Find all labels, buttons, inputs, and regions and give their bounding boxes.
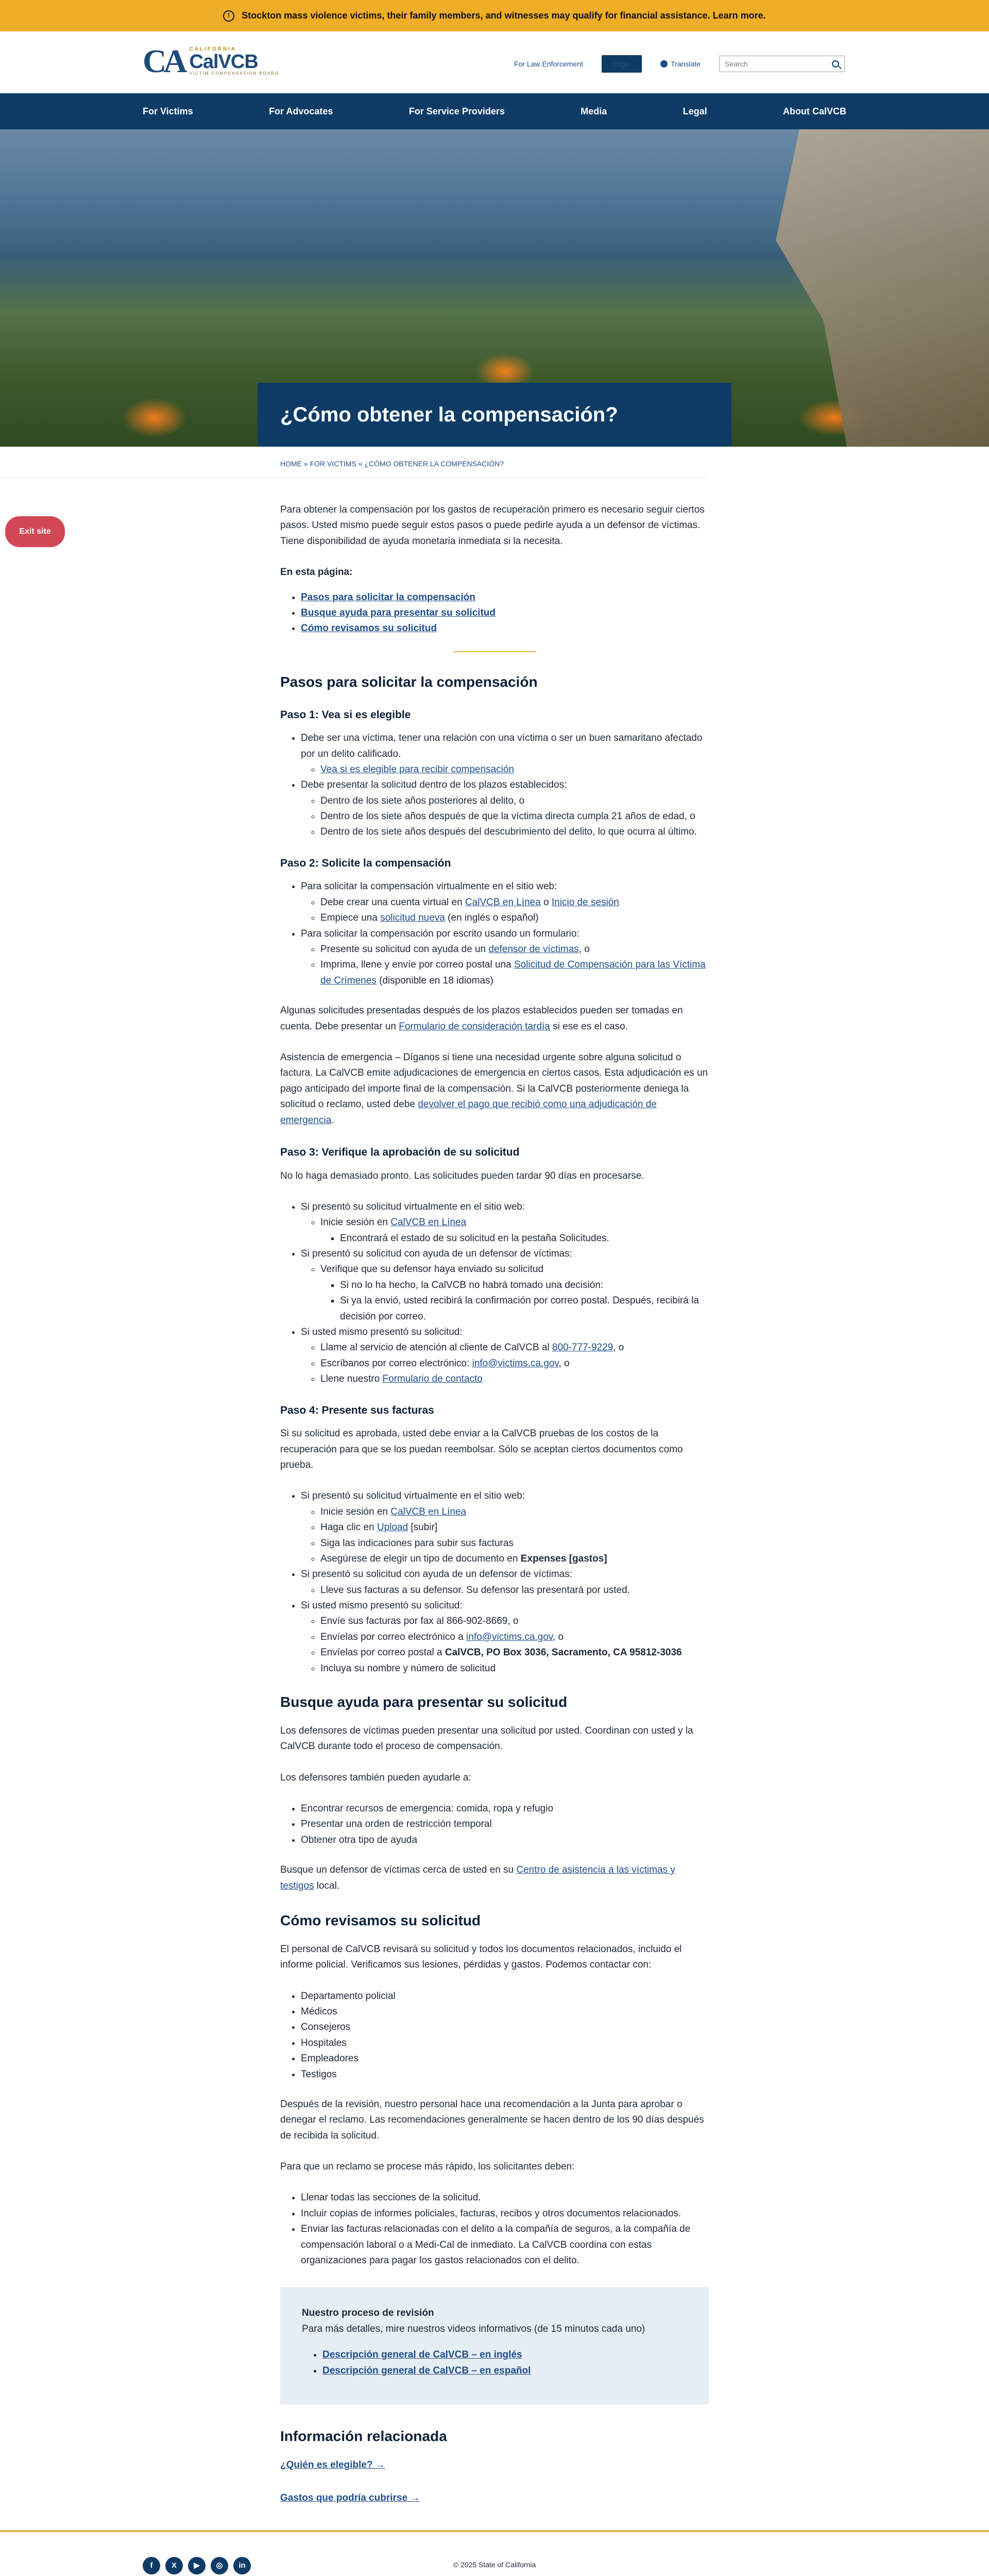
list-item: ◦ Dentro de los siete años posteriores al delito, o bbox=[320, 793, 709, 809]
list-item: ▪ Encontrará el estado de su solicitud en la pestaña Solicitudes. bbox=[340, 1231, 709, 1246]
nav-for-advocates[interactable]: For Advocates bbox=[269, 106, 333, 116]
victim-witness-center-link[interactable]: Centro de asistencia a las víctimas y testigos bbox=[280, 1865, 675, 1891]
search-icon[interactable] bbox=[832, 60, 839, 67]
list-item bbox=[301, 621, 709, 636]
section-heading-help: Busque ayuda para presentar su solicitud bbox=[280, 1694, 568, 1710]
list-item bbox=[322, 2363, 687, 2379]
contact-form-link[interactable]: Formulario de contacto bbox=[382, 1374, 483, 1385]
list-item: ◦ Llame al servicio de atención al cliente de CalVCB al 800-777-9229, o bbox=[320, 1340, 709, 1355]
list-item: • Testigos bbox=[301, 2067, 709, 2082]
list-item: • Encontrar recursos de emergencia: comida, ropa y refugio bbox=[301, 1801, 709, 1817]
late-filing-form-link[interactable]: Formulario de consideración tardía bbox=[399, 1021, 550, 1032]
step-1-heading: Paso 1: Vea si es elegible bbox=[280, 708, 411, 721]
list-item: • Si usted mismo presentó su solicitud: ◦ Llame al servicio de atención al cliente de CalVCB al 800-777-9229, o ◦ Escríbanos por correo electrónico: info@victims.ca.gov, o ◦ Llene nuestro Formulario de contacto bbox=[301, 1325, 709, 1387]
list-item: • Incluir copias de informes policiales, facturas, recibos y otros documentos relacionados. bbox=[301, 2206, 709, 2222]
search-input[interactable] bbox=[725, 60, 817, 68]
list-item: • Enviar las facturas relacionadas con el delito a la compañía de seguros, a la compañía de compensación laboral o a Medi-Cal de inmediato. La CalVCB coordina con estas organizaciones para pagar los gastos relacionados con el delito. bbox=[301, 2222, 709, 2268]
review-paragraph-3: Para que un reclamo se procese más rápido, los solicitantes deben: bbox=[280, 2161, 575, 2173]
list-item: ◦ Asegúrese de elegir un tipo de documento en Expenses [gastos] bbox=[320, 1551, 709, 1567]
copyright-text: © 2025 State of California bbox=[453, 2560, 536, 2569]
law-enforcement-link[interactable]: For Law Enforcement bbox=[514, 60, 583, 68]
calvcb-logo[interactable] bbox=[143, 45, 279, 78]
list-item: • Hospitales bbox=[301, 2036, 709, 2051]
list-item: ◦ Lleve sus facturas a su defensor. Su defensor las presentará por usted. bbox=[320, 1583, 709, 1598]
list-item: ◦ Envíelas por correo electrónico a info@victims.ca.gov, o bbox=[320, 1630, 709, 1645]
review-process-callout bbox=[280, 2287, 709, 2404]
list-item: ◦ Escríbanos por correo electrónico: info@victims.ca.gov, o bbox=[320, 1356, 709, 1371]
list-item: • Obtener otra tipo de ayuda bbox=[301, 1833, 709, 1848]
calvcb-online-link[interactable]: CalVCB en Línea bbox=[390, 1217, 467, 1228]
jump-link-review[interactable]: Cómo revisamos su solicitud bbox=[301, 623, 437, 634]
list-item bbox=[301, 590, 709, 605]
list-item: ◦ Inicie sesión en CalVCB en Línea ▪ Encontrará el estado de su solicitud en la pestaña Solicitudes. bbox=[320, 1215, 709, 1246]
help-paragraph-3: Busque un defensor de víctimas cerca de usted en su Centro de asistencia a las víctimas y testigos local. bbox=[280, 1865, 675, 1891]
review-paragraph-1: El personal de CalVCB revisará su solicitud y todos los documentos relacionados, incluido el informe policial. Verificamos sus lesiones, pérdidas y gastos. Podemos contactar con: bbox=[280, 1943, 682, 1971]
email-link[interactable]: info@victims.ca.gov bbox=[472, 1358, 559, 1369]
list-item: ◦ Dentro de los siete años después de que la víctima directa cumpla 21 años de edad, o bbox=[320, 809, 709, 824]
section-heading-steps: Pasos para solicitar la compensación bbox=[280, 673, 538, 690]
search-box bbox=[719, 56, 845, 72]
list-item: • Debe presentar la solicitud dentro de los plazos establecidos: ◦ Dentro de los siete años posteriores al delito, o ◦ Dentro de los siete años después de que la víctima directa cumpla 21 años de edad, o ◦ Dentro de los siete años después del descubrimiento del delito, lo que ocurra al último. bbox=[301, 777, 709, 840]
list-item: ◦ Envíelas por correo postal a CalVCB, PO Box 3036, Sacramento, CA 95812-3036 bbox=[320, 1645, 709, 1660]
nav-media[interactable]: Media bbox=[581, 106, 607, 116]
upload-link[interactable]: Upload bbox=[377, 1522, 408, 1533]
callout-text: Para más detalles, mire nuestros videos informativos (de 15 minutos cada uno) bbox=[302, 2323, 645, 2334]
exit-site-button[interactable]: Exit site bbox=[5, 516, 65, 547]
list-item: • Si presentó su solicitud con ayuda de un defensor de víctimas: ◦ Verifique que su defensor haya enviado su solicitud ▪ Si no lo ha hecho, la CalVCB no habrá tomado una decisión: ▪ Si ya la envió, usted recibirá la confirmación por correo postal. Después, recibirá la decisión por correo. bbox=[301, 1246, 709, 1325]
list-item: ◦ Imprima, llene y envíe por correo postal una Solicitud de Compensación para las Víctima de Crímenes (disponible en 18 idiomas) bbox=[320, 957, 709, 989]
list-item: ◦ Dentro de los siete años después del descubrimiento del delito, lo que ocurra al último. bbox=[320, 824, 709, 840]
hero-rock-decoration bbox=[752, 129, 989, 447]
facebook-icon[interactable]: f bbox=[143, 2557, 160, 2574]
calvcb-online-link[interactable]: CalVCB en Línea bbox=[390, 1506, 467, 1517]
list-item: ◦ Envíe sus facturas por fax al 866-902-8669, o bbox=[320, 1614, 709, 1629]
logo-text bbox=[189, 47, 279, 76]
help-paragraph-2: Los defensores también pueden ayudarle a: bbox=[280, 1772, 471, 1783]
login-button[interactable]: Login bbox=[602, 55, 642, 73]
list-item: • Médicos bbox=[301, 2004, 709, 2020]
globe-icon bbox=[660, 60, 668, 67]
youtube-icon[interactable]: ▶ bbox=[188, 2557, 206, 2574]
email-link[interactable]: info@victims.ca.gov bbox=[466, 1631, 553, 1642]
on-this-page-label: En esta página: bbox=[280, 567, 353, 578]
list-item: • Si usted mismo presentó su solicitud: ◦ Envíe sus facturas por fax al 866-902-8669, o ◦ Envíelas por correo electrónico a info@victims.ca.gov, o ◦ Envíelas por correo postal a CalVCB, PO Box 3036, Sacramento, CA 95812-3036 ◦ Incluya su nombre y número de solicitud bbox=[301, 1598, 709, 1676]
site-footer bbox=[0, 2530, 989, 2576]
main-content bbox=[280, 478, 709, 2506]
logo-name: CalVCB bbox=[189, 51, 258, 73]
nav-legal[interactable]: Legal bbox=[683, 106, 707, 116]
list-item: • Departamento policial bbox=[301, 1989, 709, 2004]
list-item: • Si presentó su solicitud virtualmente en el sitio web: ◦ Inicie sesión en CalVCB en Línea ◦ Haga clic en Upload [subir] ◦ Siga las indicaciones para subir sus facturas ◦ Asegúrese de elegir un tipo de documento en Expenses [gastos] bbox=[301, 1488, 709, 1567]
step-4-intro: Si su solicitud es aprobada, usted debe enviar a la CalVCB pruebas de los costos de la recuperación para que se los puedan reembolsar. Sólo se aceptan ciertos documentos como prueba. bbox=[280, 1428, 683, 1470]
list-item: • Para solicitar la compensación por escrito usando un formulario: ◦ Presente su solicitud con ayuda de un defensor de víctimas, o ◦ Imprima, llene y envíe por correo postal una Solicitud de Compensación para las Víctima de Crímenes (disponible en 18 idiomas) bbox=[301, 926, 709, 989]
list-item: ◦ Debe crear una cuenta virtual en CalVCB en Línea o Inicio de sesión bbox=[320, 895, 709, 910]
list-item bbox=[320, 762, 709, 777]
list-item: • Presentar una orden de restricción temporal bbox=[301, 1817, 709, 1832]
on-this-page-list bbox=[301, 590, 709, 637]
eligibility-link[interactable]: Vea si es elegible para recibir compensación bbox=[320, 764, 514, 775]
logo-tagline: VICTIM COMPENSATION BOARD bbox=[189, 71, 279, 76]
step-4-heading: Paso 4: Presente sus facturas bbox=[280, 1404, 434, 1416]
translate-label: Translate bbox=[671, 60, 701, 68]
step-3-heading: Paso 3: Verifique la aprobación de su solicitud bbox=[280, 1146, 520, 1158]
list-item: ◦ Verifique que su defensor haya enviado su solicitud ▪ Si no lo ha hecho, la CalVCB no habrá tomado una decisión: ▪ Si ya la envió, usted recibirá la confirmación por correo postal. Después, recibirá la decisión por correo. bbox=[320, 1262, 709, 1325]
help-list bbox=[301, 1801, 709, 1848]
intro-paragraph: Para obtener la compensación por los gastos de recuperación primero es necesario seguir ciertos pasos. Usted mismo puede seguir estos pasos o puede pedirle ayuda a un defensor de víctimas. Tiene disponibilidad de ayuda monetaria inmediata si la necesita. bbox=[280, 504, 705, 547]
phone-link[interactable]: 800-777-9229 bbox=[552, 1342, 613, 1353]
jump-link-steps[interactable]: Pasos para solicitar la compensación bbox=[301, 591, 475, 603]
step-2-list bbox=[301, 879, 709, 989]
nav-about[interactable]: About CalVCB bbox=[783, 106, 846, 116]
page-title: ¿Cómo obtener la compensación? bbox=[280, 403, 618, 426]
list-item: ◦ Empiece una solicitud nueva (en inglés o español) bbox=[320, 910, 709, 926]
section-divider bbox=[453, 651, 536, 652]
list-item: • Debe ser una víctima, tener una relación con una víctima o ser un buen samaritano afectado por un delito calificado. ◦ Vea si es elegible para recibir compensación bbox=[301, 731, 709, 777]
ca-logo-mark: CA bbox=[143, 43, 184, 79]
linkedin-icon[interactable]: in bbox=[233, 2557, 251, 2574]
return-payment-link[interactable]: devolver el pago que recibió como una adjudicación de emergencia bbox=[280, 1099, 657, 1126]
nav-for-victims[interactable]: For Victims bbox=[143, 106, 193, 116]
step-1-list bbox=[301, 731, 709, 840]
callout-title: Nuestro proceso de revisión bbox=[302, 2308, 434, 2319]
nav-for-service-providers[interactable]: For Service Providers bbox=[408, 106, 505, 116]
list-item: ◦ Siga las indicaciones para subir sus facturas bbox=[320, 1536, 709, 1551]
list-item: • Empleadores bbox=[301, 2051, 709, 2066]
related-links bbox=[280, 2458, 709, 2506]
related-eligibility-link[interactable]: ¿Quién es elegible? → bbox=[280, 2459, 385, 2470]
callout-links bbox=[322, 2347, 687, 2379]
hero-image bbox=[0, 129, 989, 447]
list-item bbox=[322, 2347, 687, 2363]
application-form-link[interactable]: Solicitud de Compensación para las Víctima de Crímenes bbox=[320, 959, 706, 986]
late-filing-paragraph: Algunas solicitudes presentadas después de los plazos establecidos pueden ser tomadas en cuenta. Debe presentar un Formulario de consideración tardía si ese es el caso. bbox=[280, 1005, 683, 1032]
login-link[interactable]: Inicio de sesión bbox=[551, 896, 619, 908]
faster-processing-list bbox=[301, 2190, 709, 2268]
utility-nav bbox=[514, 55, 845, 73]
alert-banner[interactable] bbox=[0, 0, 989, 31]
help-paragraph-1: Los defensores de víctimas pueden presentar una solicitud por usted. Coordinan con usted y la CalVCB durante todo el proceso de compensación. bbox=[280, 1725, 693, 1752]
list-item: ◦ Haga clic en Upload [subir] bbox=[320, 1520, 709, 1535]
review-paragraph-2: Después de la revisión, nuestro personal hace una recomendación a la Junta para aprobar o denegar el reclamo. Las recomendaciones generalmente se hacen dentro de los 90 días después de recibida la solicitud. bbox=[280, 2098, 704, 2141]
list-item: ▪ Si ya la envió, usted recibirá la confirmación por correo postal. Después, recibirá la decisión por correo. bbox=[340, 1293, 709, 1325]
related-expenses-link[interactable]: Gastos que podría cubrirse → bbox=[280, 2493, 420, 2504]
list-item: • Si presentó su solicitud con ayuda de un defensor de víctimas: ◦ Lleve sus facturas a su defensor. Su defensor las presentará por usted. bbox=[301, 1567, 709, 1598]
list-item: • Consejeros bbox=[301, 2020, 709, 2035]
video-spanish-link[interactable]: Descripción general de CalVCB – en español bbox=[322, 2365, 531, 2376]
step-3-intro: No lo haga demasiado pronto. Las solicitudes pueden tardar 90 días en procesarse. bbox=[280, 1170, 644, 1181]
victim-advocate-link[interactable]: defensor de víctimas bbox=[488, 944, 579, 955]
step-2-heading: Paso 2: Solicite la compensación bbox=[280, 857, 451, 869]
translate-button[interactable] bbox=[660, 58, 701, 70]
list-item: ▪ Si no lo ha hecho, la CalVCB no habrá tomado una decisión: bbox=[340, 1278, 709, 1293]
video-english-link[interactable]: Descripción general de CalVCB – en inglés bbox=[322, 2349, 522, 2361]
alert-text[interactable]: Stockton mass violence victims, their family members, and witnesses may qualify for financial assistance. Learn more. bbox=[242, 10, 766, 21]
logo-state: CALIFORNIA bbox=[189, 46, 237, 52]
section-heading-review: Cómo revisamos su solicitud bbox=[280, 1912, 481, 1928]
instagram-icon[interactable]: ◎ bbox=[211, 2557, 228, 2574]
site-header bbox=[0, 31, 989, 93]
new-application-link[interactable]: solicitud nueva bbox=[380, 912, 445, 924]
main-nav bbox=[0, 93, 989, 129]
step-4-list bbox=[301, 1488, 709, 1676]
list-item: • Llenar todas las secciones de la solicitud. bbox=[301, 2190, 709, 2206]
contacts-list bbox=[301, 1989, 709, 2082]
list-item: ◦ Presente su solicitud con ayuda de un defensor de víctimas, o bbox=[320, 942, 709, 957]
x-icon[interactable]: X bbox=[165, 2557, 183, 2574]
list-item: ◦ Incluya su nombre y número de solicitud bbox=[320, 1661, 709, 1676]
list-item: • Si presentó su solicitud virtualmente en el sitio web: ◦ Inicie sesión en CalVCB en Línea ▪ Encontrará el estado de su solicitud en la pestaña Solicitudes. bbox=[301, 1199, 709, 1246]
section-heading-related: Información relacionada bbox=[280, 2428, 447, 2444]
jump-link-help[interactable]: Busque ayuda para presentar su solicitud bbox=[301, 607, 496, 618]
list-item: • Para solicitar la compensación virtualmente en el sitio web: ◦ Debe crear una cuenta virtual en CalVCB en Línea o Inicio de sesión ◦ Empiece una solicitud nueva (en inglés o español) bbox=[301, 879, 709, 926]
list-item: ◦ Llene nuestro Formulario de contacto bbox=[320, 1371, 709, 1387]
breadcrumb[interactable]: HOME » FOR VICTIMS » ¿CÓMO OBTENER LA COMPENSACIÓN? bbox=[0, 447, 709, 478]
step-3-list bbox=[301, 1199, 709, 1387]
list-item: ◦ Inicie sesión en CalVCB en Línea bbox=[320, 1504, 709, 1520]
calvcb-online-link[interactable]: CalVCB en Línea bbox=[465, 896, 541, 908]
list-item bbox=[301, 605, 709, 621]
hero-title-box bbox=[258, 383, 731, 447]
emergency-paragraph: Asistencia de emergencia – Díganos si tiene una necesidad urgente sobre alguna solicitud o factura. La CalVCB emite adjudicaciones de emergencia en ciertos casos. Esta adjudicación es un pago anticipado del importe final de la compensación. Si la CalVCB posteriormente deniega la solicitud o reclamo, usted debe devolver el pago que recibió como una adjudicación de emergencia. bbox=[280, 1052, 708, 1126]
info-icon: ! bbox=[223, 10, 234, 22]
